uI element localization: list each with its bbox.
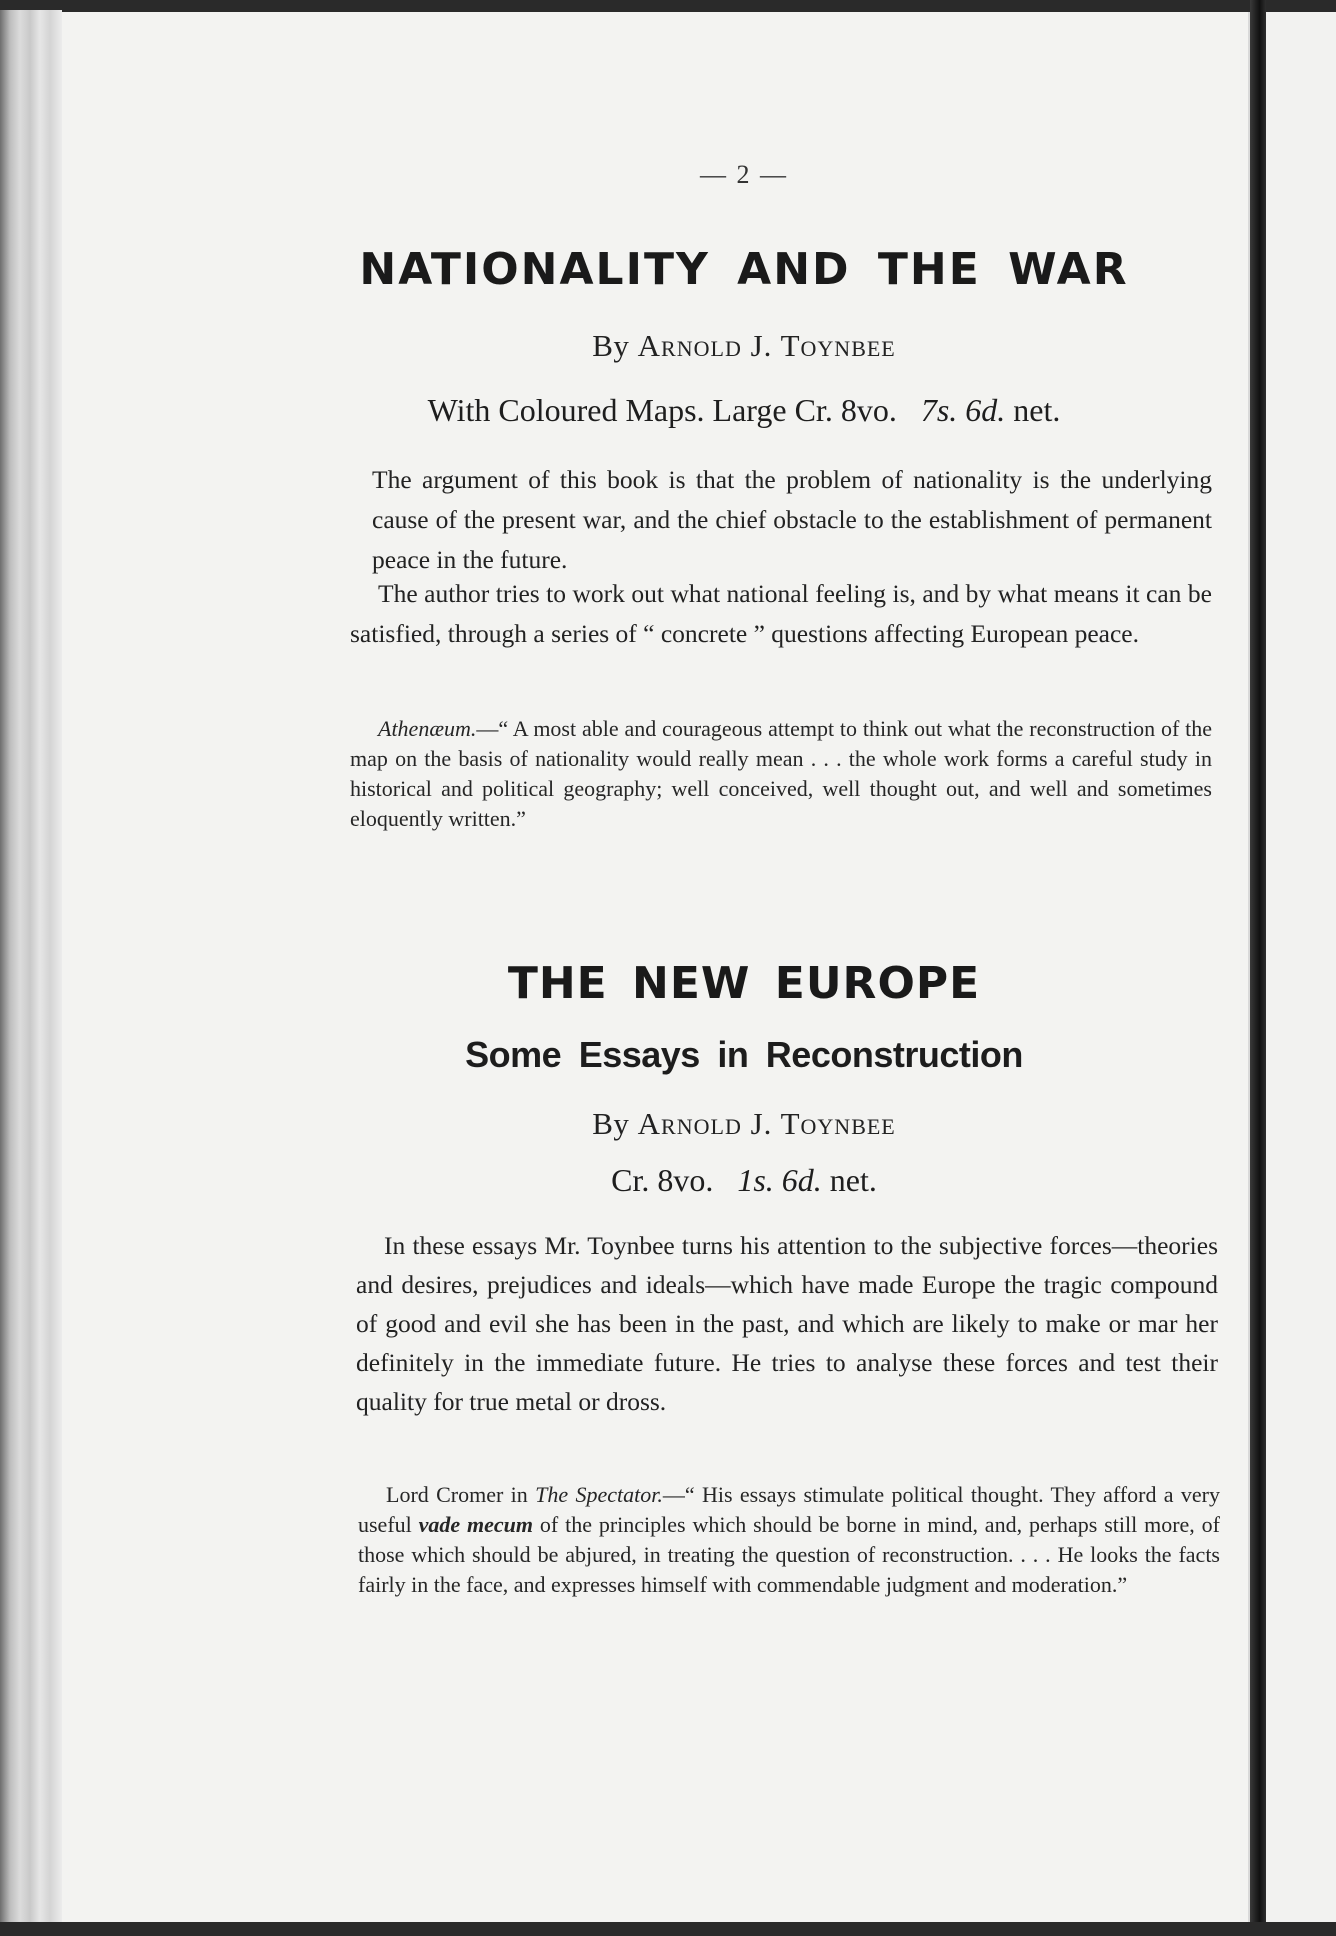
book2-subtitle: Some Essays in Reconstruction bbox=[465, 1034, 1023, 1075]
book2-review-text-1: —“ His essays stimulate political thought. They afford a very useful bbox=[358, 1482, 1221, 1537]
book2-price-suffix: net. bbox=[829, 1162, 877, 1198]
book2-price: 1s. 6d. bbox=[737, 1162, 822, 1198]
book1-review-source: Athenæum. bbox=[378, 716, 477, 741]
book1-author-name: Arnold J. Toynbee bbox=[637, 328, 896, 363]
book-page bbox=[62, 12, 1250, 1922]
book2-description: In these essays Mr. Toynbee turns his attention to the subjective forces—theories and desires, prejudices and ideals—which have made Europe the tragic compound of good and evil she has been in the past, and which are likely to make or mar her definitely in the immediate future. He tries to analyse these forces and test their quality for true metal or dross. bbox=[356, 1231, 1218, 1416]
book2-review-source: The Spectator. bbox=[535, 1482, 663, 1507]
book2-title: THE NEW EUROPE bbox=[507, 958, 981, 1009]
book2-review-text-2: of the principles which should be borne in mind, and, perhaps still more, of those which should be abjured, in treating the question of reconstruction. . . . He looks the facts fairly in the face, and expresses himself with commendable judgment and moderation.” bbox=[358, 1512, 1221, 1597]
book1-review-text: —“ A most able and courageous attempt to think out what the reconstruction of the map on the basis of nationality would really mean . . . the whole work forms a careful study in historical and political geography; well conceived, well thought out, and well and sometimes eloquently written.” bbox=[350, 716, 1212, 831]
book2-author bbox=[284, 1106, 1204, 1142]
book1-description-1: The argument of this book is that the problem of nationality is the underlying cause of the present war, and the chief obstacle to the establishment of permanent peace in the future. bbox=[372, 465, 1212, 574]
book2-review-emphasis: vade mecum bbox=[418, 1512, 534, 1537]
facing-page-edge bbox=[1266, 12, 1336, 1922]
book1-description-2: The author tries to work out what national feeling is, and by what means it can be satisfied, through a series of “ concrete ” questions affecting European peace. bbox=[350, 579, 1212, 648]
book2-author-prefix: By bbox=[592, 1106, 630, 1141]
book1-author-prefix: By bbox=[592, 328, 630, 363]
book1-format: With Coloured Maps. Large Cr. 8vo. bbox=[427, 392, 897, 428]
page-number: — 2 — bbox=[700, 160, 788, 189]
page-stack-edge bbox=[0, 10, 62, 1926]
book2-review-prefix: Lord Cromer in bbox=[386, 1482, 528, 1507]
book1-review bbox=[350, 714, 1212, 834]
book-gutter bbox=[1250, 0, 1266, 1936]
book1-format-price bbox=[284, 392, 1204, 429]
book2-review bbox=[358, 1480, 1220, 1600]
scan-top-border bbox=[0, 0, 1336, 12]
book1-author bbox=[284, 328, 1204, 364]
book2-author-name: Arnold J. Toynbee bbox=[637, 1106, 896, 1141]
book2-format-price bbox=[284, 1162, 1204, 1199]
book1-title: NATIONALITY AND THE WAR bbox=[359, 244, 1129, 295]
scan-bottom-border bbox=[0, 1922, 1336, 1936]
book1-price-suffix: net. bbox=[1013, 392, 1061, 428]
book2-format: Cr. 8vo. bbox=[611, 1162, 714, 1198]
book1-price: 7s. 6d. bbox=[920, 392, 1006, 428]
